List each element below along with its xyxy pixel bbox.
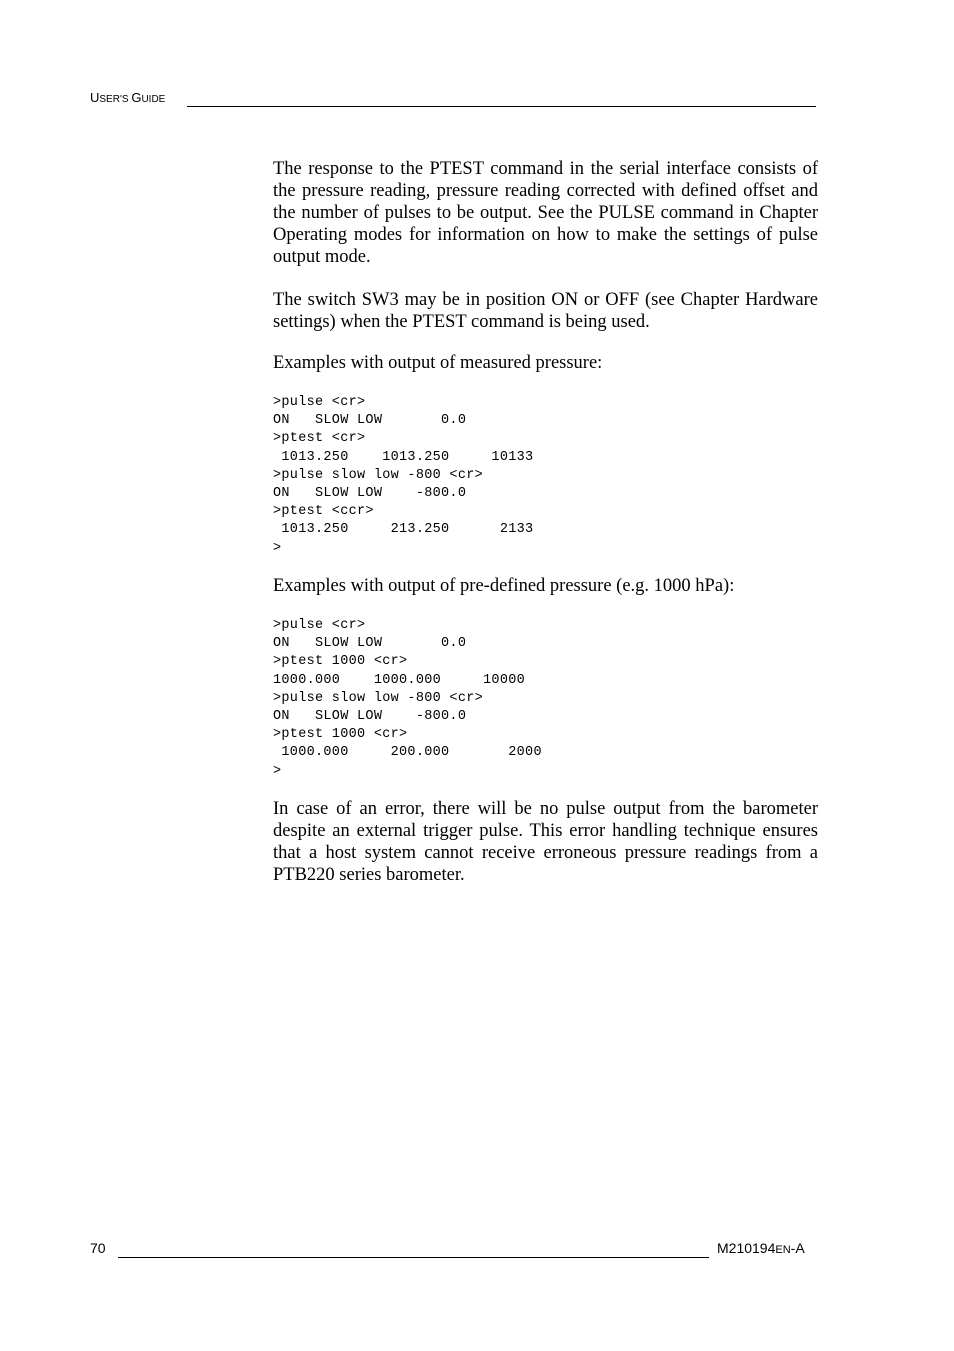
code-line: >ptest <ccr> [273,504,374,520]
running-header [90,90,816,105]
code-line: >ptest 1000 <cr> [273,727,408,743]
code-line: ON SLOW LOW 0.0 [273,636,467,652]
code-line: 1013.250 1013.250 10133 [273,449,534,465]
code-line: >pulse <cr> [273,395,366,410]
paragraph-examples-measured: Examples with output of measured pressure: [273,353,603,373]
code-example-predefined [273,617,542,781]
doc-code-revision: -A [790,1240,805,1256]
code-line: 1000.000 1000.000 10000 [273,672,526,688]
code-line: ON SLOW LOW -800.0 [273,486,467,502]
code-line: >ptest 1000 <cr> [273,654,408,670]
header-title-initial-u: U [90,90,100,105]
paragraph-ptest-response: The response to the PTEST command in the serial interface consists of the pressure reading, pressure reading corrected with defined offset and the number of pulses to be output. See the PULSE command in Chapter Operating modes for information on how to make the settings of pulse output mode. [273,159,818,267]
footer-rule [118,1257,709,1258]
paragraph-error-handling: In case of an error, there will be no pulse output from the barometer despite an external trigger pulse. This error handling technique ensures that a host system cannot receive erroneous pressure readings from a PTB220 series barometer. [273,799,818,885]
doc-code-main: M210194 [717,1240,776,1256]
paragraph-switch-sw3: The switch SW3 may be in position ON or OFF (see Chapter Hardware settings) when the PTEST command is being used. [273,290,818,332]
header-title-part-2: UIDE [141,94,166,105]
code-line: > [273,763,282,779]
code-line: 1000.000 200.000 2000 [273,745,542,761]
doc-code-language: EN [775,1244,791,1256]
code-line: >ptest <cr> [273,431,366,447]
code-line: >pulse <cr> [273,618,366,633]
code-line: >pulse slow low -800 <cr> [273,690,484,706]
header-title-initial-g: G [131,90,142,105]
header-title-part-1: SER'S [99,94,132,105]
code-example-measured [273,394,533,558]
code-line: ON SLOW LOW 0.0 [273,413,467,429]
page-number: 70 [90,1240,106,1256]
header-rule [187,106,816,107]
code-line: 1013.250 213.250 2133 [273,522,534,538]
code-line: >pulse slow low -800 <cr> [273,467,484,483]
document-code [717,1240,805,1256]
code-line: > [273,540,282,556]
code-line: ON SLOW LOW -800.0 [273,709,467,725]
paragraph-examples-predefined: Examples with output of pre-defined pressure (e.g. 1000 hPa): [273,576,735,596]
